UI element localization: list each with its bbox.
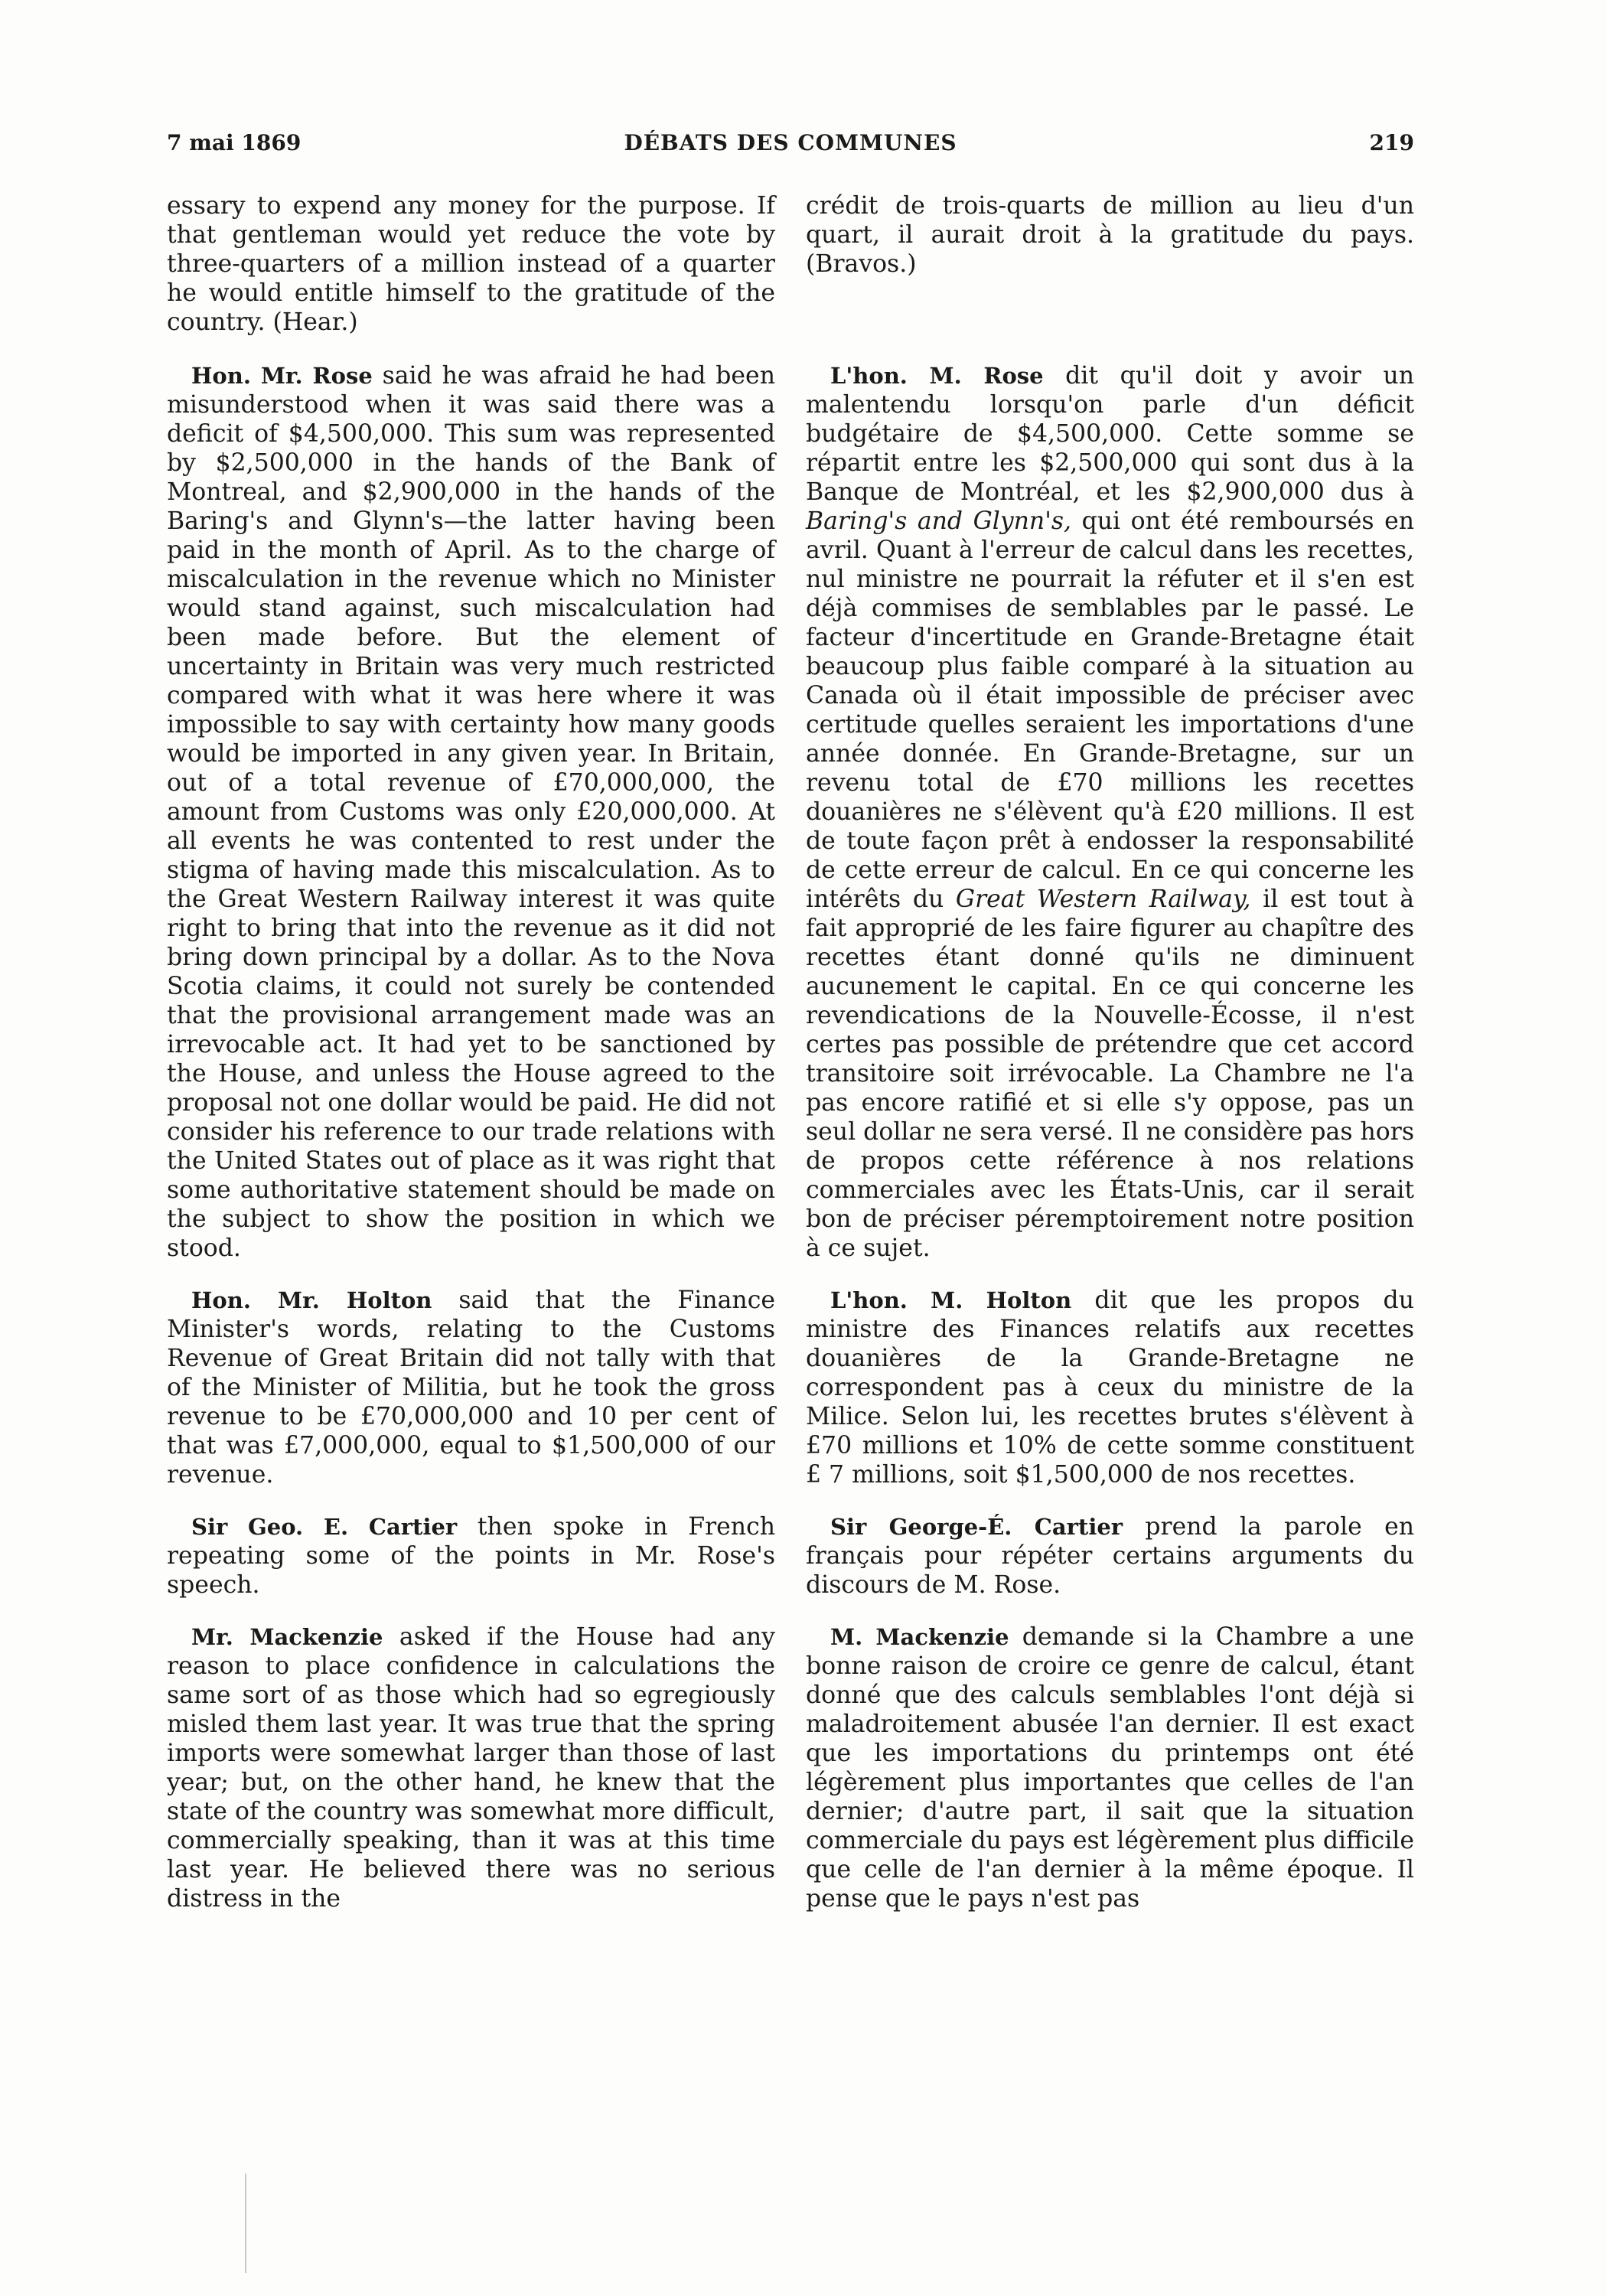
speaker-name: L'hon. M. Holton — [830, 1287, 1072, 1313]
paragraph-text: dit qu'il doit y avoir un malentendu lorsqu'on parle d'un déficit budgétaire de $4,500,000. Cette somme se répartit entre les $2,500,000 qui sont dus à la Banque de Montréal, et les $2,900,000 dus à — [806, 362, 1414, 506]
paragraph-text: demande si la Chambre a une bonne raison de croire ce genre de calcul, étant donné que des calculs semblables l'ont déjà si maladroitement abusée l'an dernier. Il est exact que les importations du printemps ont été légèrement plus importantes que celles de l'an dernier; d'autre part, il sait que la situation commerciale du pays est légèrement plus difficile que celle de l'an dernier à la même époque. Il pense que le pays n'est pas — [806, 1623, 1414, 1913]
paragraph-holton — [806, 1286, 1414, 1489]
page-header — [167, 130, 1414, 168]
scan-margin-mark — [245, 2174, 246, 2273]
paragraph-text: il est tout à fait approprié de les faire figurer au chapître des recettes étant donné qu'ils ne diminuent aucunement le capital. En ce qui concerne les revendications de la Nouvelle-Écosse, il n'est certes pas possible de prétendre que cet accord transitoire soit irrévocable. La Chambre ne l'a pas encore ratifié et si elle s'y oppose, pas un seul dollar ne sera versé. Il ne considère pas hors de propos cette référence à nos relations commerciales avec les États-Unis, car il serait bon de préciser péremptoirement notre position à ce sujet. — [806, 885, 1415, 1262]
paragraph-holton — [167, 1286, 775, 1489]
speaker-name: L'hon. M. Rose — [830, 363, 1044, 389]
speaker-name: Sir George-É. Cartier — [830, 1514, 1123, 1540]
french-column — [806, 191, 1414, 1913]
speaker-name: Hon. Mr. Rose — [191, 363, 373, 389]
paragraph-text: prend la parole en français pour répéter certains arguments du discours de M. Rose. — [806, 1513, 1414, 1599]
paragraph-mackenzie — [806, 1623, 1414, 1913]
paragraph-text: dit que les propos du ministre des Finances relatifs aux recettes douanières de la Grande-Bretagne ne correspondent pas à ceux du ministre de la Milice. Selon lui, les recettes brutes s'élèvent à £70 millions et 10% de cette somme constituent £ 7 millions, soit $1,500,000 de nos recettes. — [806, 1287, 1414, 1489]
paragraph-mackenzie — [167, 1623, 775, 1913]
italic-text: Great Western Railway, — [955, 885, 1251, 913]
page-number: 219 — [1369, 130, 1414, 155]
speaker-name: Mr. Mackenzie — [191, 1624, 383, 1650]
paragraph-cartier — [167, 1512, 775, 1600]
paragraph-cartier — [806, 1512, 1414, 1600]
paragraph-rose — [806, 361, 1414, 1263]
speaker-name: Sir Geo. E. Cartier — [191, 1514, 458, 1540]
header-title: DÉBATS DES COMMUNES — [624, 130, 957, 155]
italic-text: Baring's and Glynn's, — [806, 507, 1072, 535]
header-date: 7 mai 1869 — [167, 130, 302, 155]
paragraph-continuation — [806, 191, 1414, 279]
paragraph-text: essary to expend any money for the purpose. If that gentleman would yet reduce the vote by three-quarters of a million instead of a quarter he would entitle himself to the gratitude of the country. (Hear.) — [167, 192, 775, 336]
paragraph-text: crédit de trois-quarts de million au lieu d'un quart, il aurait droit à la gratitude du pays. (Bravos.) — [806, 192, 1414, 278]
paragraph-text: qui ont été remboursés en avril. Quant à l'erreur de calcul dans les recettes, nul ministre ne pourrait la réfuter et il s'en est déjà commises de semblables par le passé. Le facteur d'incertitude en Grande-Bretagne était beaucoup plus faible comparé à la situation au Canada où il était impossible de préciser avec certitude quelles seraient les importations d'une année donnée. En Grande-Bretagne, sur un revenu total de £70 millions les recettes douanières ne s'élèvent qu'à £20 millions. Il est de toute façon prêt à endosser la responsabilité de cette erreur de calcul. En ce qui concerne les intérêts du — [806, 507, 1414, 913]
english-column — [167, 191, 775, 1913]
paragraph-text: asked if the House had any reason to place confidence in calculations the same sort of as those which had so egregiously misled them last year. It was true that the spring imports were somewhat larger than those of last year; but, on the other hand, he knew that the state of the country was somewhat more difficult, commercially speaking, than it was at this time last year. He believed there was no serious distress in the — [167, 1623, 775, 1913]
paragraph-text: said he was afraid he had been misunderstood when it was said there was a deficit of $4,500,000. This sum was represented by $2,500,000 in the hands of the Bank of Montreal, and $2,900,000 in the hands of the Baring's and Glynn's—the latter having been paid in the month of April. As to the charge of miscalculation in the revenue which no Minister would stand against, such miscalculation had been made before. But the element of uncertainty in Britain was very much restricted compared with what it was here where it was impossible to say with certainty how many goods would be imported in any given year. In Britain, out of a total revenue of £70,000,000, the amount from Customs was only £20,000,000. At all events he was contented to rest under the stigma of having made this miscalculation. As to the Great Western Railway interest it was quite right to bring that into the revenue as it did not bring down principal by a dollar. As to the Nova Scotia claims, it could not surely be contended that the provisional arrangement made was an irrevocable act. It had yet to be sanctioned by the House, and unless the House agreed to the proposal not one dollar would be paid. He did not consider his reference to our trade relations with the United States out of place as it was right that some authoritative statement should be made on the subject to show the position in which we stood. — [167, 362, 775, 1262]
paragraph-text: then spoke in French repeating some of the points in Mr. Rose's speech. — [167, 1513, 775, 1599]
paragraph-continuation — [167, 191, 775, 337]
paragraph-text: said that the Finance Minister's words, relating to the Customs Revenue of Great Britain did not tally with that of the Minister of Militia, but he took the gross revenue to be £70,000,000 and 10 per cent of that was £7,000,000, equal to $1,500,000 of our revenue. — [167, 1287, 776, 1489]
speaker-name: M. Mackenzie — [830, 1624, 1009, 1650]
speaker-name: Hon. Mr. Holton — [191, 1287, 432, 1313]
paragraph-rose — [167, 361, 775, 1263]
